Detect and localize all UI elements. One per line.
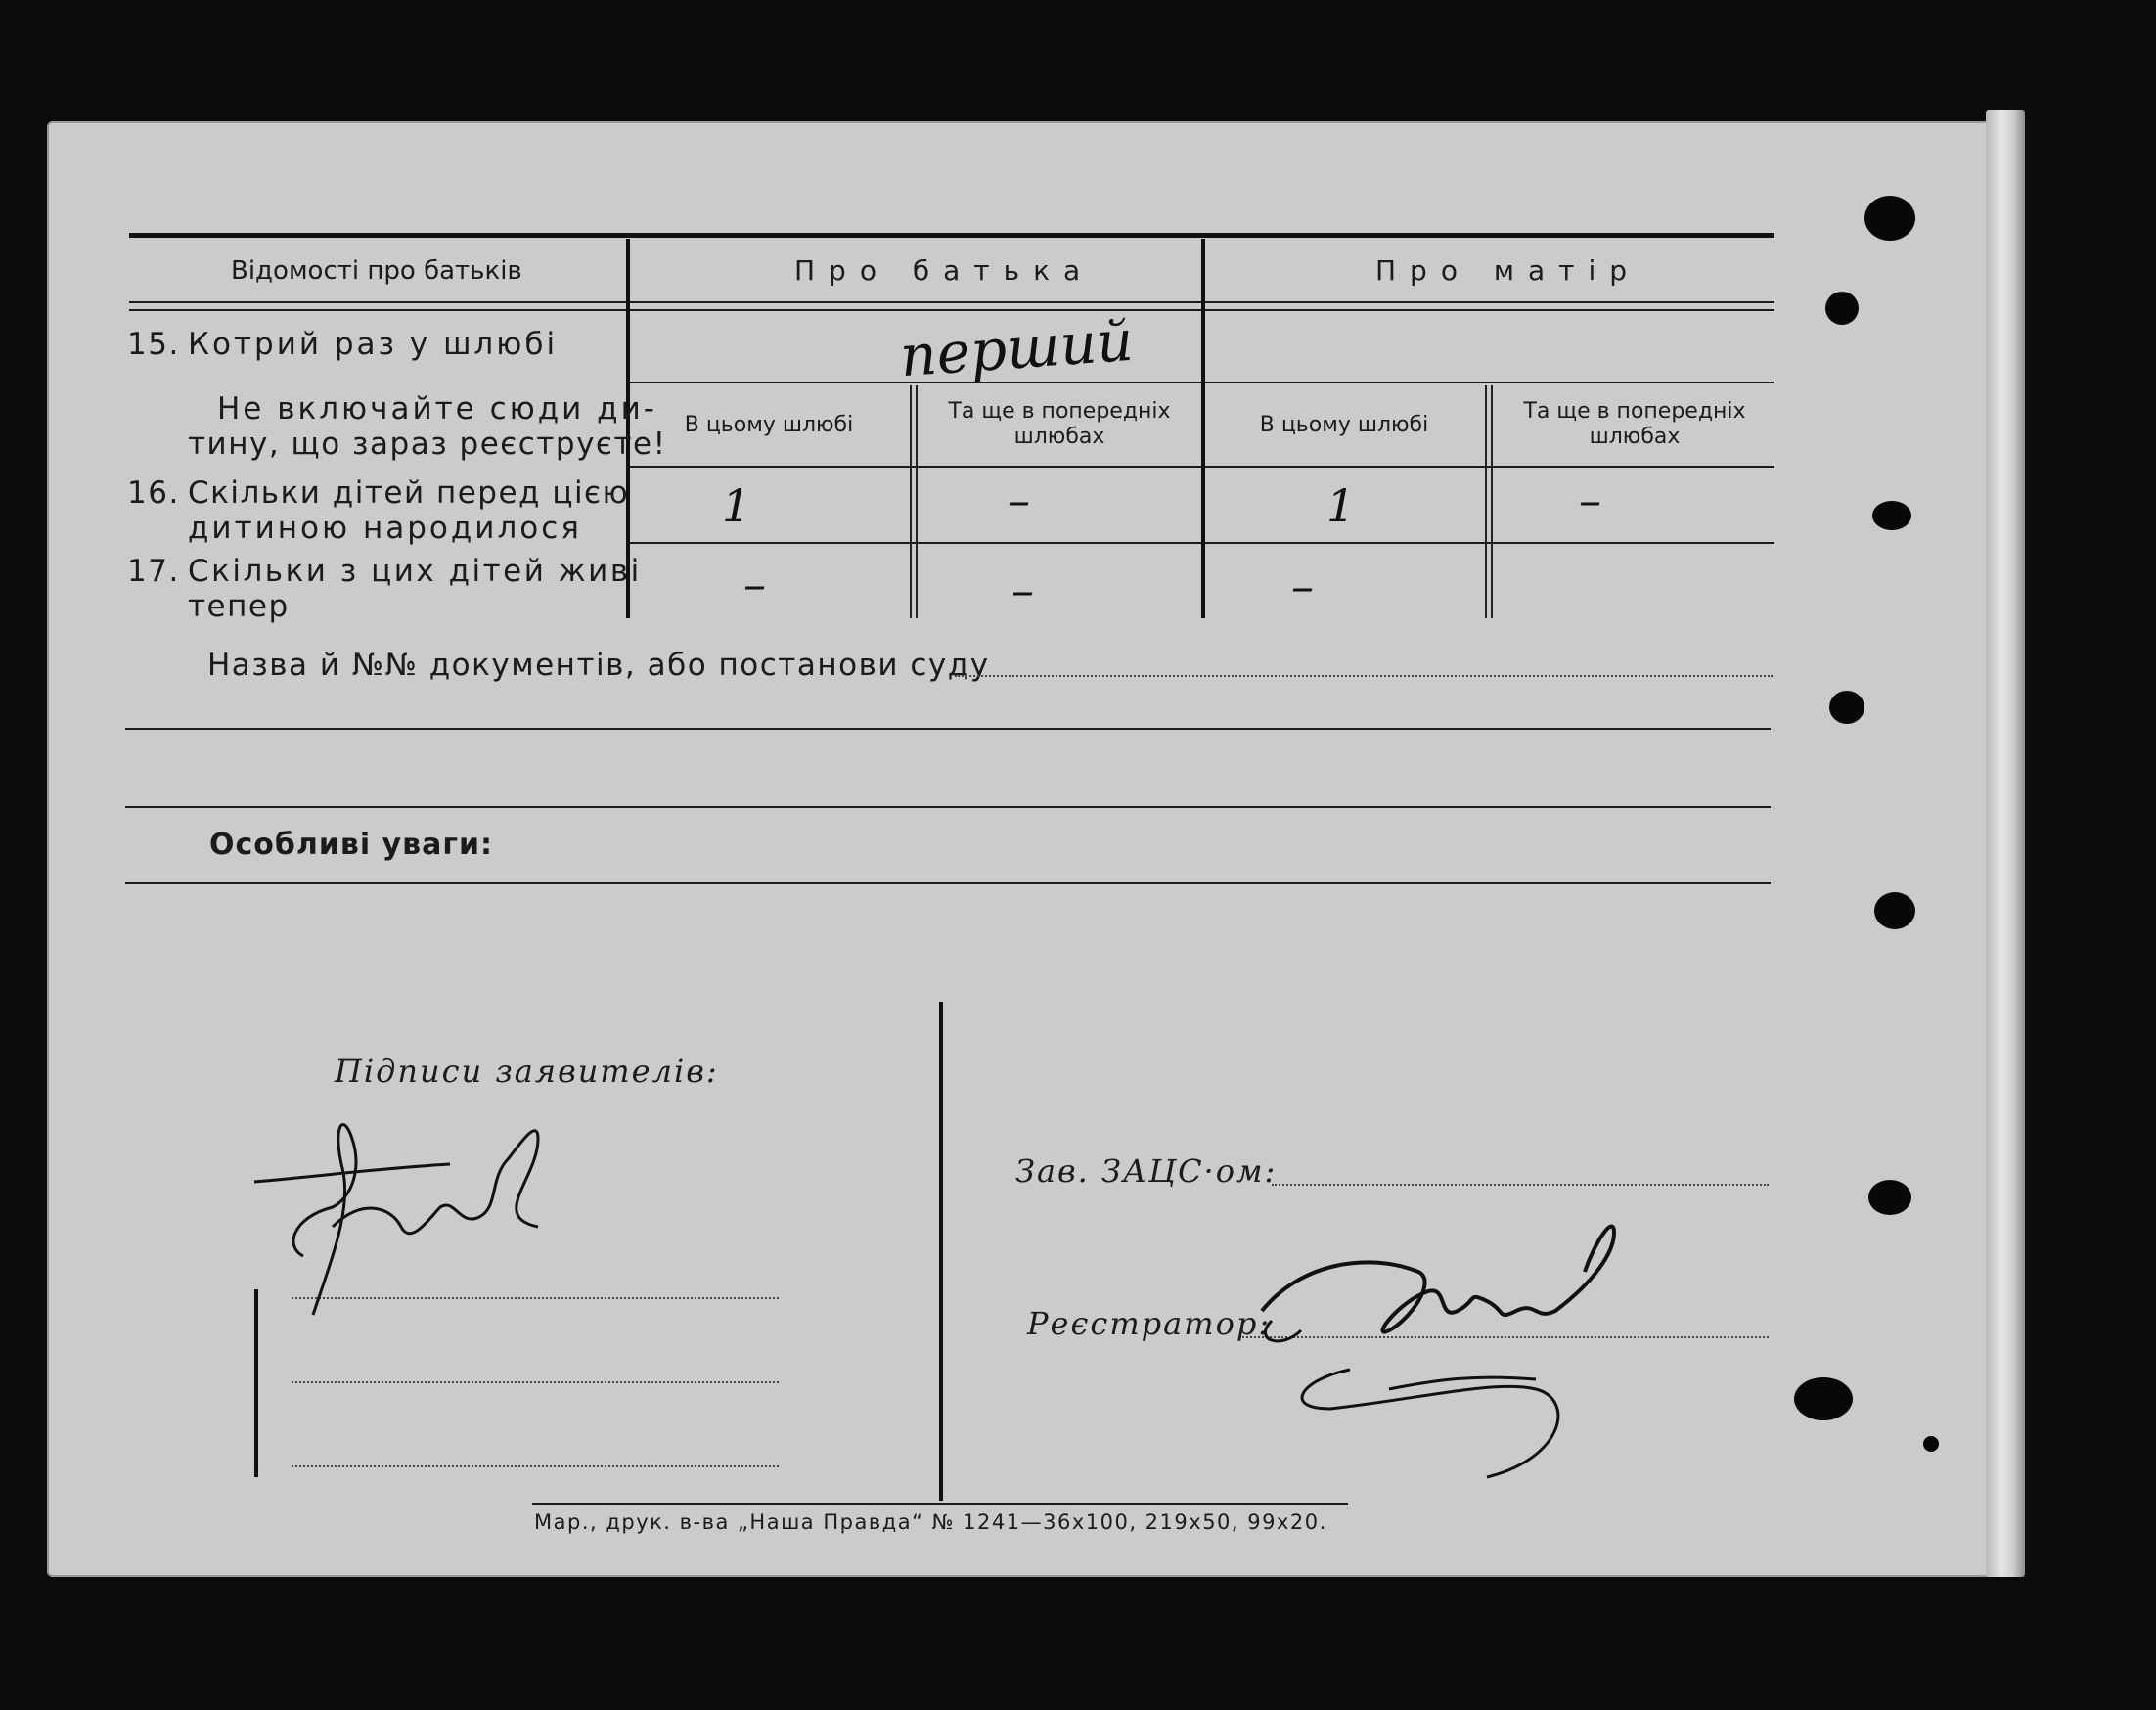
row16-father-this: 1 <box>722 479 751 532</box>
remarks-label: Особливі уваги: <box>209 828 494 862</box>
row15-answer: перший <box>897 306 1136 390</box>
applicants-signatures-label: Підписи заявителів: <box>335 1053 719 1090</box>
documents-fill-line <box>955 675 1773 677</box>
row16-mother-prev: – <box>1579 473 1601 526</box>
col-divider-2 <box>1201 239 1205 618</box>
mother-this-marriage: В цьому шлюбі <box>1259 413 1429 437</box>
col-divider-father <box>910 385 912 618</box>
footer-rule <box>532 1503 1348 1505</box>
table-top-rule <box>129 233 1774 238</box>
header-info: Відомості про батьків <box>231 256 522 286</box>
applicant-line-2 <box>292 1381 779 1383</box>
father-prev-line1: Та ще в попередніх <box>948 399 1171 424</box>
col-divider-father-b <box>916 385 918 618</box>
documents-line-3 <box>125 806 1771 808</box>
row16-line2: дитиною народилося <box>188 511 582 546</box>
row16-rule <box>626 542 1774 544</box>
row17-father-prev: – <box>1011 563 1034 616</box>
father-this-marriage: В цьому шлюбі <box>684 413 854 437</box>
row17-father-this: – <box>743 558 766 610</box>
signature-divider <box>939 1002 943 1501</box>
header-father: Про батька <box>794 254 1095 287</box>
documents-label: Назва й №№ документів, або постанови суду <box>207 648 990 683</box>
registrar-signature <box>1242 1213 1663 1497</box>
row16-line1: Скільки дітей перед цією <box>188 475 630 511</box>
head-label: Зав. ЗАЦС·ом: <box>1015 1152 1278 1190</box>
punch-hole <box>1874 892 1915 929</box>
punch-hole <box>1872 501 1911 530</box>
applicant-line-3 <box>292 1465 779 1467</box>
note-rule <box>626 466 1774 468</box>
mother-prev-line1: Та ще в попередніх <box>1523 399 1746 424</box>
col-divider-mother-b <box>1491 385 1493 618</box>
father-prev-line2: шлюбах <box>1013 425 1105 449</box>
documents-line-2 <box>125 728 1771 730</box>
row15-rule <box>626 382 1774 383</box>
table-header-rule <box>129 301 1774 303</box>
punch-hole <box>1864 196 1915 241</box>
header-mother: Про матір <box>1375 254 1641 287</box>
row15-number: 15. <box>127 327 180 362</box>
row17-number: 17. <box>127 554 180 589</box>
col-divider-mother <box>1485 385 1487 618</box>
remarks-line <box>125 882 1771 884</box>
note-line1: Не включайте сюди ди- <box>217 391 657 427</box>
registrar-label: Реєстратор: <box>1027 1305 1272 1342</box>
note-line2: тину, що зараз реєструєте! <box>188 427 667 462</box>
punch-hole <box>1794 1377 1853 1420</box>
punch-hole <box>1825 292 1859 325</box>
row16-mother-this: 1 <box>1326 479 1356 532</box>
row16-father-prev: – <box>1008 473 1030 526</box>
page-edge <box>1986 110 2025 1577</box>
row15-label: Котрий раз у шлюбі <box>188 327 559 362</box>
applicant-signature <box>245 1100 577 1344</box>
row17-line2: тепер <box>188 589 290 624</box>
punch-hole <box>1829 691 1864 724</box>
punch-hole <box>1923 1436 1939 1452</box>
row17-mother-this: – <box>1291 560 1314 612</box>
head-line <box>1272 1184 1769 1186</box>
printer-footer: Мар., друк. в-ва „Наша Правда“ № 1241—36x100, 219x50, 99x20. <box>534 1510 1327 1534</box>
row17-line1: Скільки з цих дітей живі <box>188 554 642 589</box>
row16-number: 16. <box>127 475 180 511</box>
table-header-rule-2 <box>129 309 1774 311</box>
mother-prev-line2: шлюбах <box>1589 425 1681 449</box>
punch-hole <box>1868 1180 1911 1215</box>
